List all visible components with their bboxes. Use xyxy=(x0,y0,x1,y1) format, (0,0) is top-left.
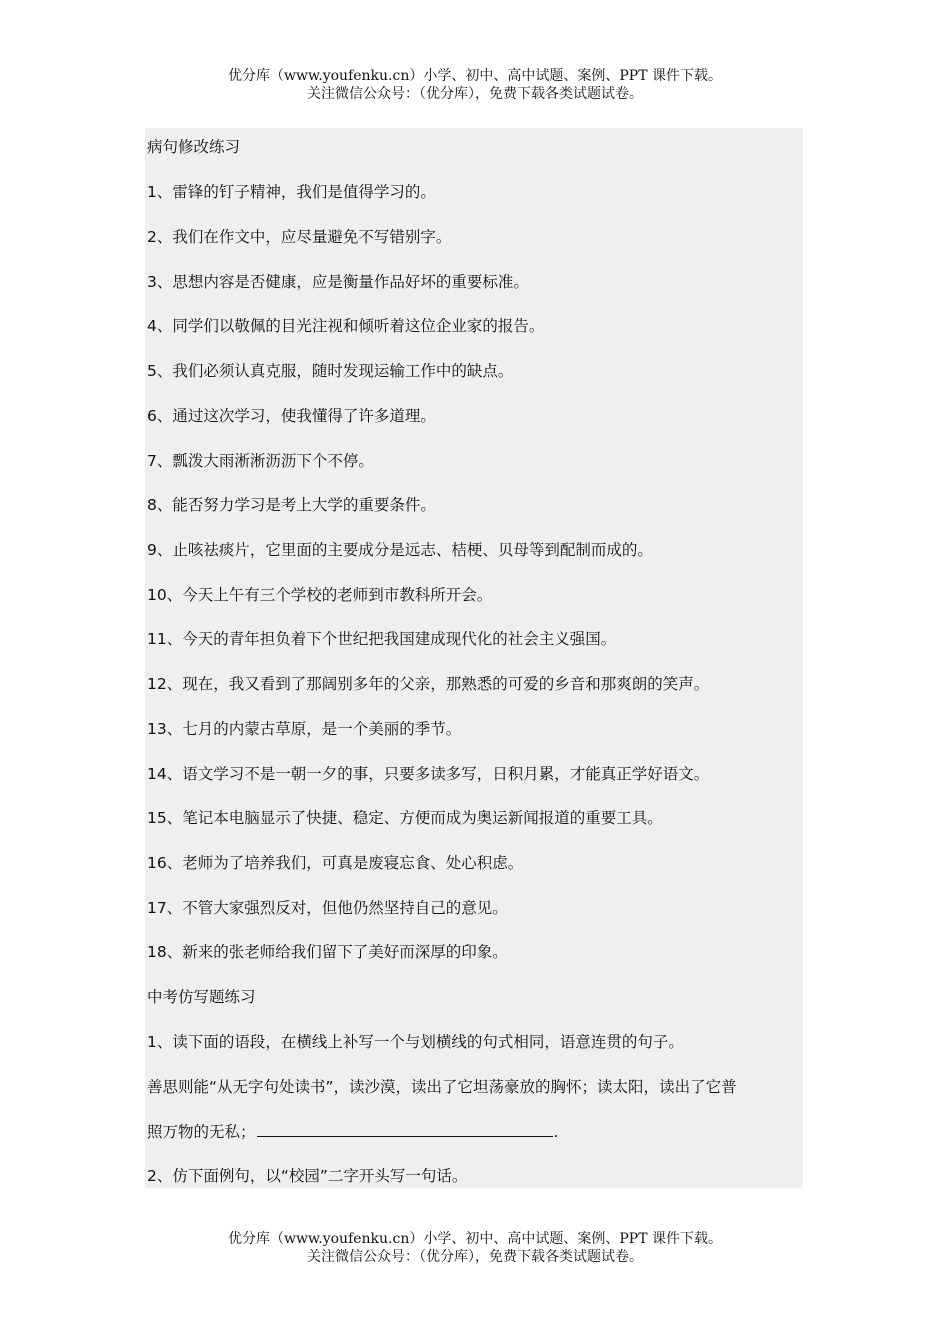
list-item: 10、今天上午有三个学校的老师到市教科所开会。 xyxy=(147,586,493,604)
list-item: 7、瓢泼大雨淅淅沥沥下个不停。 xyxy=(147,452,374,470)
passage-end: . xyxy=(553,1123,559,1141)
document-body xyxy=(145,128,803,1188)
section-title-sentence-correction: 病句修改练习 xyxy=(147,138,241,156)
list-item: 8、能否努力学习是考上大学的重要条件。 xyxy=(147,496,436,514)
page-footer xyxy=(0,1230,950,1266)
question-1-passage-line-1: 善思则能“从无字句处读书”，读沙漠，读出了它坦荡豪放的胸怀；读太阳，读出了它普 xyxy=(147,1078,737,1096)
list-item: 11、今天的青年担负着下个世纪把我国建成现代化的社会主义强国。 xyxy=(147,630,617,648)
list-item: 3、思想内容是否健康，应是衡量作品好坏的重要标准。 xyxy=(147,273,529,291)
list-item: 14、语文学习不是一朝一夕的事，只要多读多写，日积月累，才能真正学好语文。 xyxy=(147,765,710,783)
list-item: 16、老师为了培养我们，可真是废寝忘食、处心积虑。 xyxy=(147,854,524,872)
list-item: 15、笔记本电脑显示了快捷、稳定、方便而成为奥运新闻报道的重要工具。 xyxy=(147,809,663,827)
question-2-prompt: 2、仿下面例句，以“校园”二字开头写一句话。 xyxy=(147,1167,468,1185)
header-line-2: 关注微信公众号：（优分库），免费下载各类试题试卷。 xyxy=(307,86,643,102)
list-item: 5、我们必须认真克服，随时发现运输工作中的缺点。 xyxy=(147,362,514,380)
list-item: 18、新来的张老师给我们留下了美好而深厚的印象。 xyxy=(147,943,508,961)
list-item: 4、同学们以敬佩的目光注视和倾听着这位企业家的报告。 xyxy=(147,317,545,335)
list-item: 13、七月的内蒙古草原，是一个美丽的季节。 xyxy=(147,720,462,738)
section-title-imitation-writing: 中考仿写题练习 xyxy=(147,988,256,1006)
header-line-1: 优分库（www.youfenku.cn）小学、初中、高中试题、案例、PPT 课件下载。 xyxy=(227,68,722,84)
list-item: 2、我们在作文中，应尽量避免不写错别字。 xyxy=(147,228,452,246)
footer-line-1: 优分库（www.youfenku.cn）小学、初中、高中试题、案例、PPT 课件下载。 xyxy=(227,1231,722,1247)
answer-blank[interactable] xyxy=(257,1121,553,1137)
footer-line-2: 关注微信公众号：（优分库），免费下载各类试题试卷。 xyxy=(307,1249,643,1265)
list-item: 1、雷锋的钉子精神，我们是值得学习的。 xyxy=(147,183,436,201)
page-header xyxy=(0,67,950,103)
list-item: 17、不管大家强烈反对，但他仍然坚持自己的意见。 xyxy=(147,899,508,917)
list-item: 6、通过这次学习，使我懂得了许多道理。 xyxy=(147,407,436,425)
question-1-prompt: 1、读下面的语段，在横线上补写一个与划横线的句式相同，语意连贯的句子。 xyxy=(147,1033,684,1051)
list-item: 12、现在，我又看到了那阔别多年的父亲，那熟悉的可爱的乡音和那爽朗的笑声。 xyxy=(147,675,710,693)
question-1-passage-line-2 xyxy=(147,1121,803,1143)
list-item: 9、止咳祛痰片，它里面的主要成分是远志、桔梗、贝母等到配制而成的。 xyxy=(147,541,653,559)
passage-text: 照万物的无私； xyxy=(147,1123,256,1141)
